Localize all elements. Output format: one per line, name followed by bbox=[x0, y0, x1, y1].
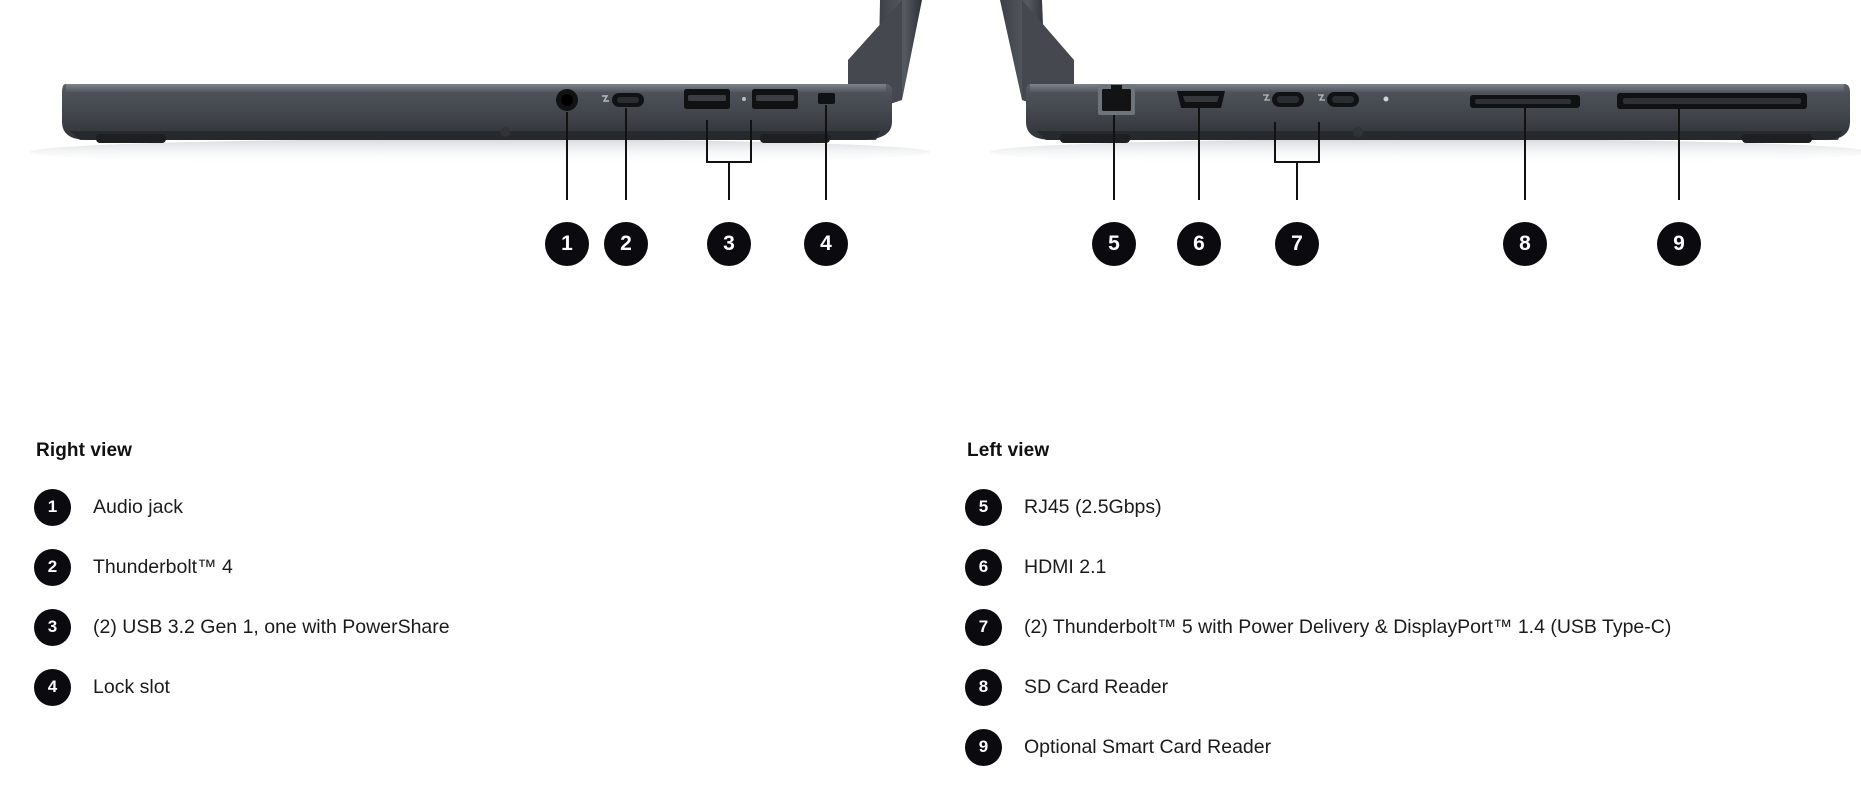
foot-pad-right-left-view bbox=[1742, 134, 1812, 143]
callout-7: 7 bbox=[1275, 222, 1319, 266]
usb-a-port-1-tongue bbox=[688, 95, 726, 101]
legend-label-7: (2) Thunderbolt™ 5 with Power Delivery & DisplayPort™ 1.4 (USB Type-C) bbox=[1024, 615, 1672, 638]
legend-item-3 bbox=[34, 608, 934, 646]
legend-item-2 bbox=[34, 548, 934, 586]
legend-badge-9: 9 bbox=[965, 729, 1002, 766]
legend-badge-5: 5 bbox=[965, 489, 1002, 526]
callout-1: 1 bbox=[545, 222, 589, 266]
legend-badge-4: 4 bbox=[34, 669, 71, 706]
chassis-dot-left-view bbox=[1353, 127, 1363, 137]
legend-badge-3: 3 bbox=[34, 609, 71, 646]
foot-pad-left-right-view bbox=[96, 134, 166, 143]
legend-label-3: (2) USB 3.2 Gen 1, one with PowerShare bbox=[93, 615, 450, 638]
chassis-bottom-rail-right bbox=[70, 131, 880, 140]
thunderbolt-4-port-inner bbox=[617, 97, 639, 103]
callout-3: 3 bbox=[707, 222, 751, 266]
legend-label-9: Optional Smart Card Reader bbox=[1024, 735, 1272, 758]
legend-badge-8: 8 bbox=[965, 669, 1002, 706]
left-view-laptop bbox=[990, 0, 1861, 200]
legend-label-1: Audio jack bbox=[93, 495, 183, 518]
lock-slot-port bbox=[818, 93, 835, 104]
legend-item-5 bbox=[965, 488, 1845, 526]
legend-badge-2: 2 bbox=[34, 549, 71, 586]
legend-item-9 bbox=[965, 728, 1845, 766]
legend-column-right-view bbox=[34, 440, 934, 728]
chassis-bottom-rail-left bbox=[1036, 131, 1842, 140]
legend-title-left-view: Left view bbox=[967, 440, 1050, 461]
diagram-svg bbox=[0, 0, 1861, 290]
chassis-dot-right-view bbox=[500, 127, 510, 137]
callout-5: 5 bbox=[1092, 222, 1136, 266]
port-legend bbox=[0, 440, 1861, 805]
legend-label-8: SD Card Reader bbox=[1024, 675, 1169, 698]
foot-pad-right-right-view bbox=[760, 134, 830, 143]
legend-title-right-view: Right view bbox=[36, 440, 133, 461]
legend-label-2: Thunderbolt™ 4 bbox=[93, 555, 233, 578]
smart-card-reader-slot bbox=[1623, 98, 1801, 104]
usb-a-port-2-tongue bbox=[756, 95, 794, 101]
callout-2: 2 bbox=[604, 222, 648, 266]
hdmi-port-inner bbox=[1183, 96, 1219, 102]
laptop-ports-diagram bbox=[0, 0, 1861, 290]
status-led bbox=[1384, 97, 1389, 102]
legend-label-4: Lock slot bbox=[93, 675, 170, 698]
callout-9: 9 bbox=[1657, 222, 1701, 266]
legend-badge-7: 7 bbox=[965, 609, 1002, 646]
callout-8: 8 bbox=[1503, 222, 1547, 266]
legend-item-7 bbox=[965, 608, 1845, 646]
legend-item-6 bbox=[965, 548, 1845, 586]
powershare-icon bbox=[742, 97, 746, 101]
thunderbolt-5-port-1-inner bbox=[1277, 96, 1299, 103]
legend-item-4 bbox=[34, 668, 934, 706]
callout-4: 4 bbox=[804, 222, 848, 266]
foot-pad-left-left-view bbox=[1060, 134, 1130, 143]
rj45-port bbox=[1098, 85, 1135, 115]
sd-card-reader-slot bbox=[1475, 99, 1571, 104]
callout-6: 6 bbox=[1177, 222, 1221, 266]
legend-label-6: HDMI 2.1 bbox=[1024, 555, 1107, 578]
legend-item-8 bbox=[965, 668, 1845, 706]
thunderbolt-5-port-2-inner bbox=[1332, 96, 1354, 103]
legend-badge-6: 6 bbox=[965, 549, 1002, 586]
legend-label-5: RJ45 (2.5Gbps) bbox=[1024, 495, 1162, 518]
chassis-top-edge-left bbox=[1030, 84, 1844, 92]
legend-badge-1: 1 bbox=[34, 489, 71, 526]
legend-item-1 bbox=[34, 488, 934, 526]
audio-jack-hole bbox=[561, 94, 573, 106]
right-view-laptop bbox=[30, 0, 930, 200]
legend-column-left-view bbox=[965, 440, 1845, 788]
